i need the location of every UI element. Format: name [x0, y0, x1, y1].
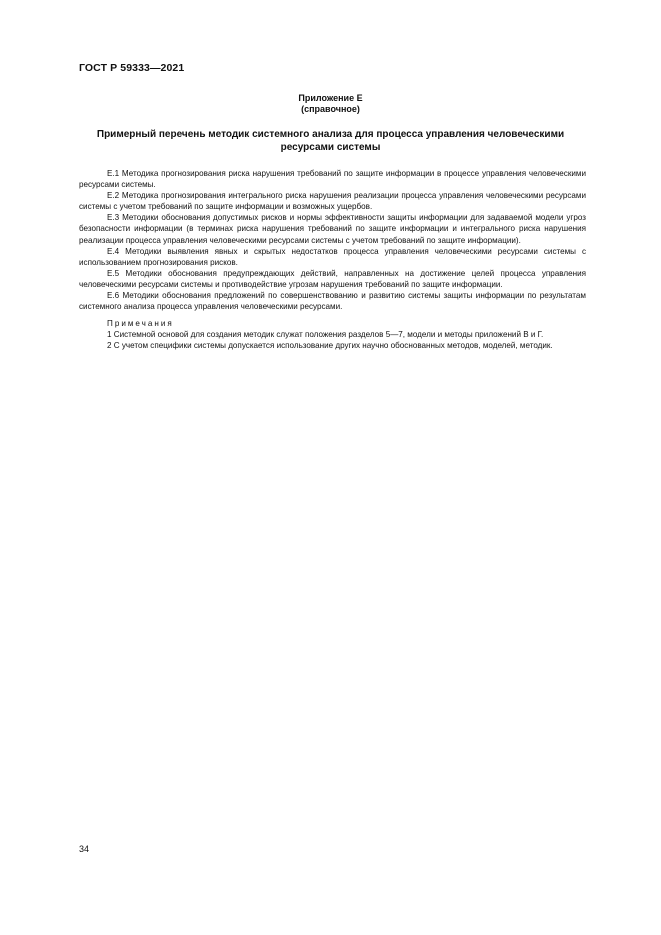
note-2: 2 С учетом специфики системы допускается использование других научно обоснованных методов, моделей, методик.	[107, 341, 553, 351]
paragraph-e4: Е.4 Методики выявления явных и скрытых недостатков процесса управления человеческими ресурсами системы с использованием прогнозирования рисков.	[79, 246, 586, 267]
page-number: 34	[79, 844, 90, 854]
notes-label: Примечания	[107, 319, 174, 329]
paragraph-e5: Е.5 Методики обоснования предупреждающих действий, направленных на достижение целей процесса управления человеческими ресурсами системы и противодействие угрозам нарушения требований по защите информации.	[79, 268, 586, 289]
annex-type: (справочное)	[301, 104, 360, 114]
document-header: ГОСТ Р 59333—2021	[79, 62, 185, 74]
paragraph-e6: Е.6 Методики обоснования предложений по совершенствованию и развитию системы защиты информации по результатам системного анализа процесса управления человеческими ресурсами.	[79, 291, 586, 312]
note-1: 1 Системной основой для создания методик служат положения разделов 5—7, модели и методы приложений В и Г.	[107, 330, 544, 340]
paragraph-e1: Е.1 Методика прогнозирования риска нарушения требований по защите информации в процессе управления человеческими ресурсами системы.	[79, 169, 586, 190]
annex-title: Приложение Е	[298, 93, 363, 103]
paragraph-e3: Е.3 Методики обоснования допустимых рисков и нормы эффективности защиты информации для задаваемой модели угроз безопасности информации (в терминах риска нарушения требований по защите информации и интегрального риска нарушения реализации процесса управления человеческими ресурсами системы с учетом требований по защите информации).	[79, 213, 586, 245]
notes-block	[79, 318, 586, 351]
section-title: Примерный перечень методик системного анализа для процесса управления человеческими ресурсами системы	[96, 129, 565, 153]
document-body	[79, 168, 586, 352]
annex-heading	[0, 93, 661, 115]
paragraph-e2: Е.2 Методика прогнозирования интегрального риска нарушения реализации процесса управления человеческими ресурсами системы с учетом требований по защите информации и возможных ущербов.	[79, 191, 586, 212]
